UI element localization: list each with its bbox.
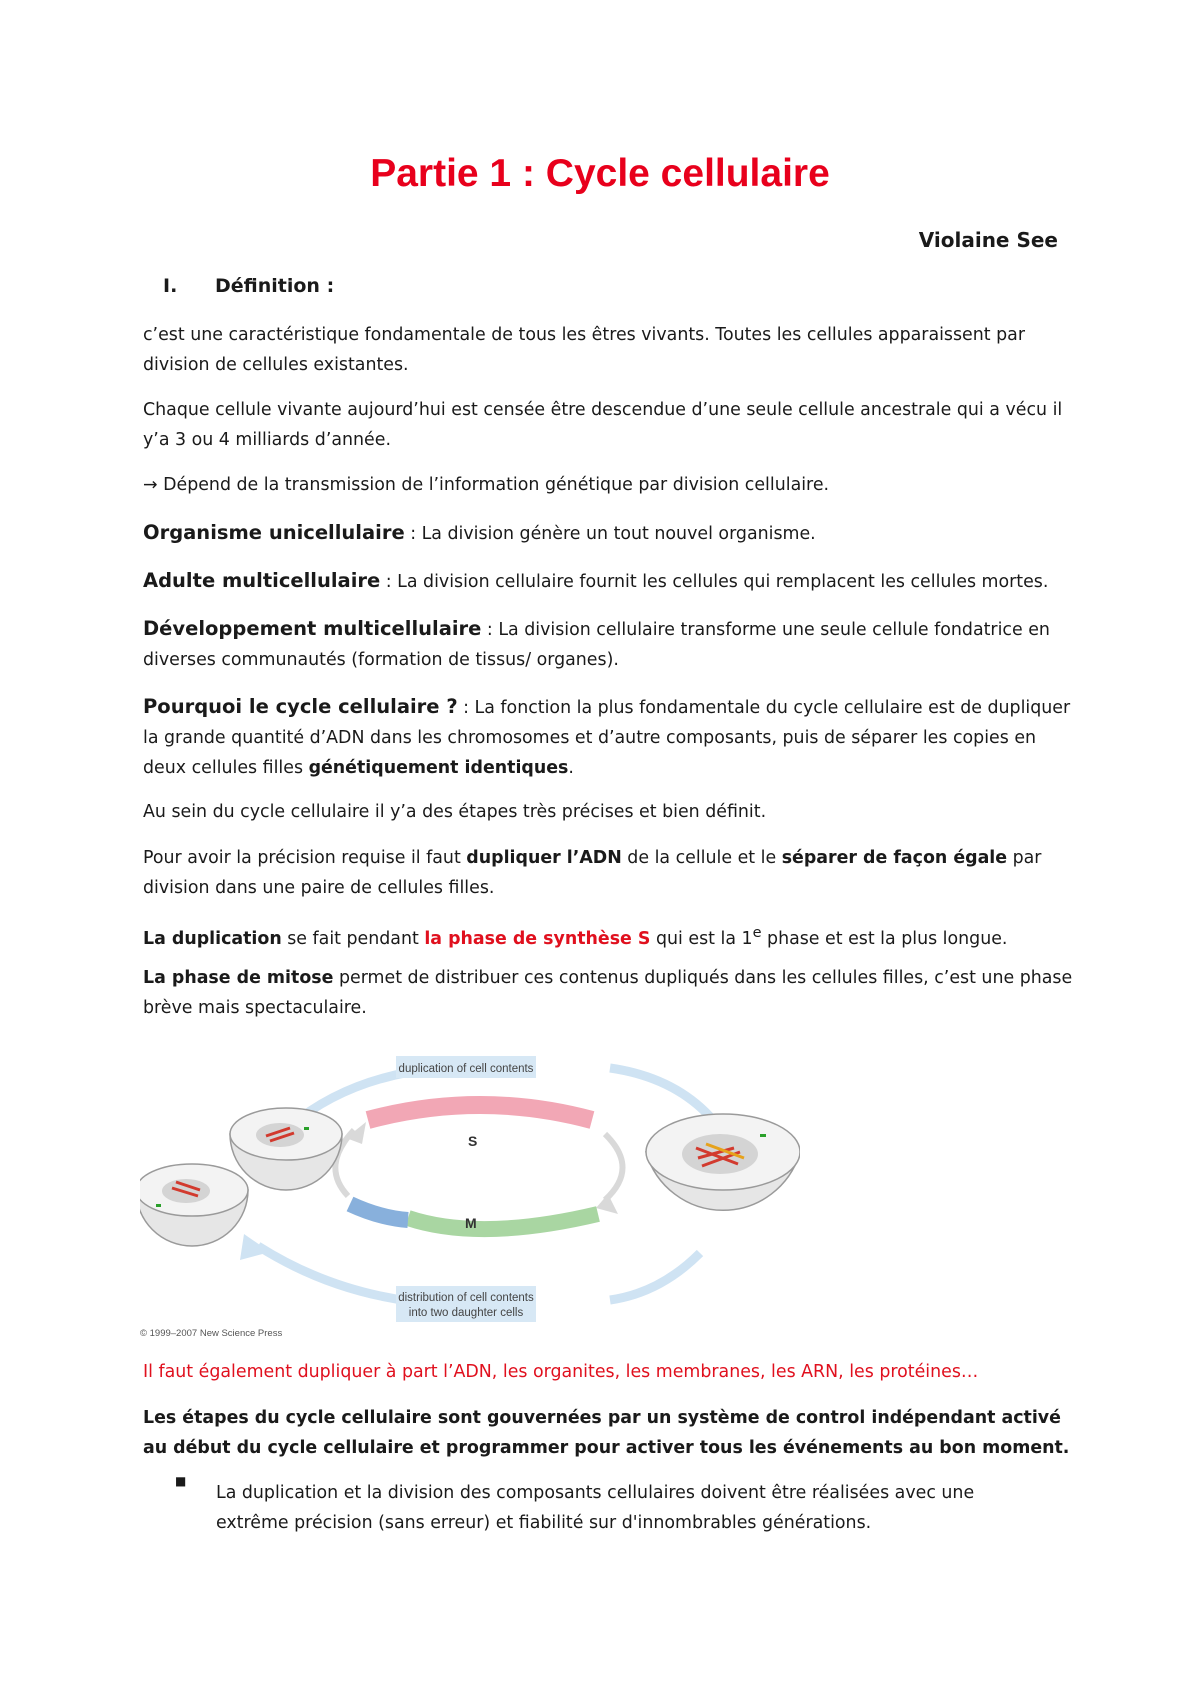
term-unicellular: Organisme unicellulaire xyxy=(143,521,405,544)
phase-s-label: S xyxy=(468,1133,478,1149)
section-number: I. xyxy=(163,275,178,297)
m-phase-arc xyxy=(408,1214,598,1229)
top-label: duplication of cell contents xyxy=(398,1063,534,1075)
paragraph-mitosis: La phase de mitose permet de distribuer ces contenus dupliqués dans les cellules filles, c’est une phase brève mais spectaculaire. xyxy=(143,968,1073,1018)
bottom-label-line-1: distribution of cell contents xyxy=(398,1292,534,1304)
arrowhead-g2 xyxy=(596,1194,618,1214)
s-phase-arc xyxy=(368,1105,592,1120)
phase-m-label: M xyxy=(465,1215,477,1231)
paragraph-precise-steps: Au sein du cycle cellulaire il y’a des étapes très précises et bien définit. xyxy=(143,802,767,822)
bullet-item-precision: La duplication et la division des composants cellulaires doivent être réalisées avec une extrême précision (sans erreur) et fiabilité sur d'innombrables générations. xyxy=(216,1483,975,1533)
outer-arrow-bottom-right xyxy=(610,1253,700,1300)
paragraph-other-components: Il faut également dupliquer à part l’ADN, les organites, les membranes, les ARN, les protéines… xyxy=(143,1362,979,1382)
g2-arc xyxy=(605,1134,623,1200)
term-adult-multicellular: Adulte multicellulaire xyxy=(143,569,381,592)
term-why-cycle: Pourquoi le cycle cellulaire ? xyxy=(143,695,458,718)
cell-cycle-figure xyxy=(140,1048,800,1340)
parent-cell-large xyxy=(646,1114,800,1210)
author-name: Violaine See xyxy=(918,228,1058,252)
section-heading xyxy=(163,275,334,297)
paragraph-why-cycle: Pourquoi le cycle cellulaire ? : La fonction la plus fondamentale du cycle cellulaire est de dupliquer la grande quantité d’ADN dans les chromosomes et d’autre composants, puis de séparer les copies en deux cellules filles génétiquement identiques. xyxy=(143,695,1071,778)
daughter-cell-lower xyxy=(140,1164,248,1246)
paragraph-development: Développement multicellulaire : La division cellulaire transforme une seule cellule fondatrice en diverses communautés (formation de tissus/ organes). xyxy=(143,617,1050,670)
bullet-marker: ■ xyxy=(175,1474,187,1488)
cytokinesis-arc xyxy=(350,1204,408,1220)
section-label: Définition : xyxy=(215,275,335,297)
paragraph-ancestral-cell: Chaque cellule vivante aujourd’hui est censée être descendue d’une seule cellule ancestrale qui a vécu il y’a 3 ou 4 milliards d’année. xyxy=(143,400,1063,450)
page-title: Partie 1 : Cycle cellulaire xyxy=(370,152,830,195)
bottom-label-line-2: into two daughter cells xyxy=(408,1307,524,1319)
daughter-cell-upper xyxy=(230,1108,342,1190)
paragraph-genetic-transmission: → Dépend de la transmission de l’information génétique par division cellulaire. xyxy=(143,475,830,495)
paragraph-unicellular: Organisme unicellulaire : La division génère un tout nouvel organisme. xyxy=(143,521,816,544)
paragraph-duplication: La duplication se fait pendant la phase de synthèse S qui est la 1e phase et est la plus longue. xyxy=(143,925,1008,949)
figure-copyright: © 1999–2007 New Science Press xyxy=(140,1328,283,1339)
paragraph-control-system: Les étapes du cycle cellulaire sont gouvernées par un système de control indépendant activé au début du cycle cellulaire et programmer pour activer tous les événements au bon moment. xyxy=(143,1408,1070,1458)
paragraph-definition: c’est une caractéristique fondamentale de tous les êtres vivants. Toutes les cellules apparaissent par division de cellules existantes. xyxy=(143,325,1025,375)
paragraph-precision: Pour avoir la précision requise il faut dupliquer l’ADN de la cellule et le séparer de façon égale par division dans une paire de cellules filles. xyxy=(143,848,1042,898)
term-development: Développement multicellulaire xyxy=(143,617,482,640)
paragraph-adult-multicellular: Adulte multicellulaire : La division cellulaire fournit les cellules qui remplacent les cellules mortes. xyxy=(143,569,1049,592)
